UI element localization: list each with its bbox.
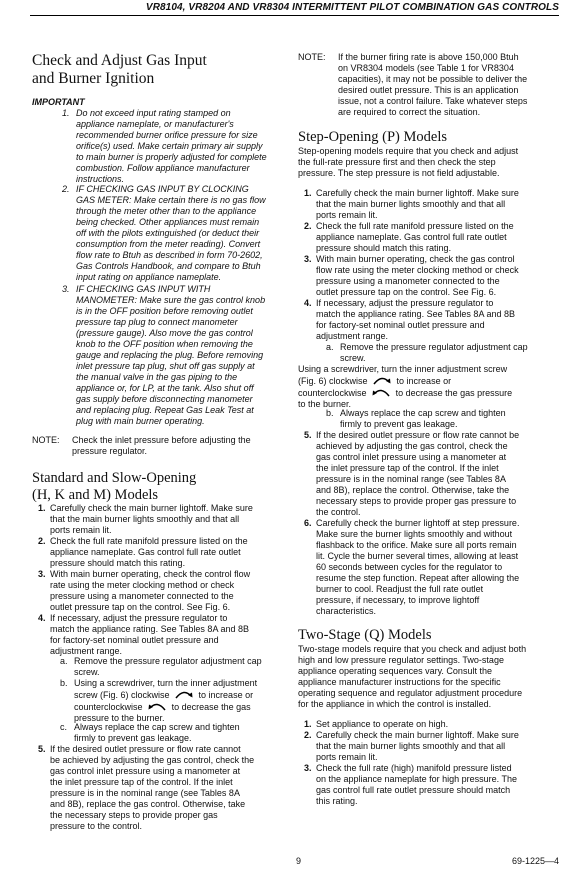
step-number: 3.	[304, 763, 312, 773]
line-part: to increase or	[396, 376, 452, 386]
line: screw.	[74, 667, 100, 677]
line: pressure tap plug to connect manometer	[76, 317, 238, 327]
line: and 8B), replace the control. Otherwise, take the	[316, 485, 510, 495]
line: issue, not a control failure. Take whatever steps	[338, 96, 528, 106]
line: achieved by adjusting the gas control, check the	[316, 441, 508, 451]
line: appliance nameplate, or manufacturer's	[76, 119, 234, 129]
sub-letter: b.	[60, 678, 68, 688]
step-number: 2.	[38, 536, 46, 546]
page-number: 9	[296, 856, 302, 866]
std-step-3	[32, 569, 286, 613]
line: Two-stage models require that you check and adjust both	[298, 644, 527, 654]
line: ports remain lit.	[316, 210, 378, 220]
line: pressure is in the nominal range (see Tables 8A	[316, 474, 506, 484]
std-step-2	[32, 536, 286, 569]
step-number: 1.	[38, 503, 46, 513]
line: Carefully check the main burner lightoff. Make sure	[50, 503, 253, 513]
line: is in the OFF position before removing outlet	[76, 306, 253, 316]
line: flow rate to Btuh as described in form 70-2602,	[76, 250, 263, 260]
step-number: 1.	[304, 188, 312, 198]
two-step-2	[298, 730, 560, 763]
subsection-title-step: Step-Opening (P) Models	[298, 129, 448, 145]
line: pressure using a manometer connected to the	[316, 276, 500, 286]
line: be achieved by adjusting the gas control, check the	[50, 755, 255, 765]
line: gas supply before disconnecting manometer	[76, 394, 253, 404]
line: to main burner is properly adjusted for complete	[76, 152, 267, 162]
clockwise-arrow-icon	[372, 375, 392, 385]
line: Using a screwdriver, turn the inner adjustment screw	[298, 364, 508, 374]
line: pressure, if necessary, to improve lightoff	[316, 595, 480, 605]
line: match the appliance rating. See Tables 8A and 8B	[316, 309, 515, 319]
item-number: 1.	[62, 108, 70, 118]
line: If the burner firing rate is above 150,000 Btuh	[338, 52, 519, 62]
std-step-4	[32, 613, 286, 657]
line: Check the full rate (high) manifold pressure listed	[316, 763, 512, 773]
line: Set appliance to operate on high.	[316, 719, 449, 729]
line: With main burner operating, check the gas control	[316, 254, 515, 264]
line: consumption from the meter reading). Convert	[76, 239, 261, 249]
line: adjustment range.	[50, 646, 123, 656]
counterclockwise-arrow-icon	[147, 701, 167, 711]
line: appliance operating sequences vary. Consult the	[298, 666, 492, 676]
subsection-title-standard	[32, 470, 286, 504]
line: that the main burner lights smoothly and that all	[316, 741, 506, 751]
line: the control.	[316, 507, 361, 517]
section-title-line: and Burner Ignition	[32, 70, 155, 87]
line: Step-opening models require that you check and adjust	[298, 146, 519, 156]
two-step-1	[298, 719, 560, 730]
line: pressure using a manometer connected to the	[50, 591, 234, 601]
step-sub-a	[298, 342, 560, 364]
std-sub-c	[32, 722, 286, 744]
sub-letter: a.	[60, 656, 68, 666]
line: gauge and replacing the plug. Before removing	[76, 350, 264, 360]
line: flow rate using the meter clocking method or check	[316, 265, 519, 275]
step-number: 1.	[304, 719, 312, 729]
line-part: to increase or	[198, 690, 254, 700]
line: If the desired outlet pressure or flow rate cannot be	[316, 430, 520, 440]
line-part: screw (Fig. 6) clockwise	[74, 690, 170, 700]
line: gas control inlet pressure using a manometer at	[50, 766, 241, 776]
important-label: IMPORTANT	[32, 97, 85, 107]
line: GAS METER: Make certain there is no gas flow	[76, 195, 266, 205]
line: that the main burner lights smoothly and that all	[50, 514, 240, 524]
line: appliance nameplate. Gas control full rate outlet	[50, 547, 241, 557]
line-part: (Fig. 6) clockwise	[298, 376, 368, 386]
line: appliance manufacturer instructions for the specific	[298, 677, 501, 687]
line: Check the full rate manifold pressure listed on the	[316, 221, 514, 231]
line: Remove the pressure regulator adjustment cap	[340, 342, 528, 352]
line: outlet pressure tap on the control. See Fig. 6.	[50, 602, 231, 612]
note-label: NOTE:	[32, 435, 60, 445]
step-step-4	[298, 298, 560, 342]
line: ports remain lit.	[316, 752, 378, 762]
line: input rating on appliance nameplate.	[76, 272, 222, 282]
line: IF CHECKING GAS INPUT BY CLOCKING	[76, 184, 249, 194]
line: Gas Controls Handbook, and compare to Btuh	[76, 261, 261, 271]
line: on VR8304 models (see Table 1 for VR8304	[338, 63, 514, 73]
line: pressure should match this rating.	[50, 558, 186, 568]
line: that the main burner lights smoothly and that all	[316, 199, 506, 209]
line: 60 seconds between cycles for the regulator to	[316, 562, 503, 572]
line: recommended burner orifice pressure for size	[76, 130, 258, 140]
line: With main burner operating, check the control flow	[50, 569, 251, 579]
line: operating sequence and regulator adjustment procedure	[298, 688, 523, 698]
line: Carefully check the main burner lightoff. Make sure	[316, 188, 519, 198]
line: are required to correct the situation.	[338, 107, 481, 117]
line: flashback to the orifice. Make sure all ports remain	[316, 540, 517, 550]
line: instructions.	[76, 174, 125, 184]
screw-adjust-text	[298, 364, 560, 410]
item-number: 3.	[62, 284, 70, 294]
document-number: 69-1225—4	[511, 856, 559, 866]
sub-letter: a.	[326, 342, 334, 352]
step-step-5	[298, 430, 560, 518]
line: through the meter other than to the appliance	[76, 206, 257, 216]
item-number: 2.	[62, 184, 70, 194]
line: screw.	[340, 353, 366, 363]
clockwise-arrow-icon	[174, 689, 194, 699]
line: (pressure gauge). Also move the gas control	[76, 328, 253, 338]
line: MANOMETER: Make sure the gas control knob	[76, 295, 266, 305]
line: ports remain lit.	[50, 525, 112, 535]
std-sub-a	[32, 656, 286, 678]
section-title-line: Check and Adjust Gas Input	[32, 52, 207, 69]
line: Remove the pressure regulator adjustment cap	[74, 656, 262, 666]
two-step-3	[298, 763, 560, 807]
line: appliance or, for LP, at the tank. Also shut off	[76, 383, 254, 393]
step-number: 6.	[304, 518, 312, 528]
line: knob to the OFF position when removing the	[76, 339, 253, 349]
line: being checked. Other appliances must remain	[76, 217, 260, 227]
step-number: 3.	[304, 254, 312, 264]
line: IF CHECKING GAS INPUT WITH	[76, 284, 211, 294]
sub-letter: b.	[326, 408, 334, 418]
line: pressure to the control.	[50, 821, 143, 831]
step-step-1	[298, 188, 560, 221]
line: desired outlet pressure. This is an application	[338, 85, 519, 95]
line: the manual valve in the gas piping to the	[76, 372, 238, 382]
line: the necessary steps to provide proper gas	[50, 810, 218, 820]
line: adjustment range.	[316, 331, 389, 341]
line: necessary steps to provide proper gas pressure to	[316, 496, 517, 506]
important-item-2	[32, 184, 286, 283]
line-part: counterclockwise	[74, 702, 143, 712]
section-title	[32, 52, 286, 88]
line: the full-rate pressure first and then check the step	[298, 157, 496, 167]
line: Using a screwdriver, turn the inner adjustment	[74, 678, 258, 688]
subsection-title-two-stage: Two-Stage (Q) Models	[298, 627, 432, 643]
line	[74, 689, 286, 701]
line: rate using the meter clocking method or check	[50, 580, 235, 590]
step-step-2	[298, 221, 560, 254]
line: orifice(s) used. Make certain primary air supply	[76, 141, 263, 151]
line: appliance nameplate. Gas control full rate outlet	[316, 232, 507, 242]
header-rule	[30, 15, 559, 16]
line: plug with main burner operating.	[76, 416, 205, 426]
line: for factory-set nominal outlet pressure and	[50, 635, 219, 645]
line: Check the inlet pressure before adjusting the	[72, 435, 251, 445]
line: Check the full rate manifold pressure listed on the	[50, 536, 248, 546]
line-part: to decrease the gas pressure	[395, 388, 513, 398]
line: for factory-set nominal outlet pressure and	[316, 320, 485, 330]
subsection-title-line: Standard and Slow-Opening	[32, 470, 197, 486]
note-label: NOTE:	[298, 52, 326, 62]
step-number: 3.	[38, 569, 46, 579]
line	[298, 387, 560, 399]
step-number: 5.	[38, 744, 46, 754]
std-step-5	[32, 744, 286, 832]
line: pressure should match this rating.	[316, 243, 452, 253]
line: match the appliance rating. See Tables 8A and 8B	[50, 624, 249, 634]
line: burner to cool. Readjust the full rate outlet	[316, 584, 484, 594]
step-sub-b	[298, 408, 560, 430]
step-number: 4.	[38, 613, 46, 623]
line	[74, 701, 286, 713]
step-step-3	[298, 254, 560, 298]
counterclockwise-arrow-icon	[371, 387, 391, 397]
line: resume the step function. Repeat after allowing the	[316, 573, 520, 583]
line-part: to decrease the gas	[171, 702, 251, 712]
line: gas control inlet pressure using a manometer at	[316, 452, 507, 462]
line-part: counterclockwise	[298, 388, 367, 398]
line: off with the pilots extinguished (or deduct their	[76, 228, 260, 238]
std-sub-b	[32, 678, 286, 724]
line: for the appliance in which the control is installed.	[298, 699, 492, 709]
line: If the desired outlet pressure or flow rate cannot	[50, 744, 241, 754]
line: this rating.	[316, 796, 358, 806]
line	[298, 375, 560, 387]
line: Always replace the cap screw and tighten	[340, 408, 506, 418]
step-number: 2.	[304, 730, 312, 740]
step-number: 4.	[304, 298, 312, 308]
line: Make sure the burner lights smoothly and without	[316, 529, 513, 539]
line: If necessary, adjust the pressure regulator to	[50, 613, 228, 623]
line: high and low pressure regulator settings. Two-stage	[298, 655, 504, 665]
line: pressure is in the nominal range (see Tables 8A	[50, 788, 240, 798]
important-item-1	[32, 108, 286, 185]
two-stage-intro	[298, 644, 560, 710]
line: Always replace the cap screw and tighten	[74, 722, 240, 732]
line: and replacing plug. Repeat Gas Leak Test at	[76, 405, 254, 415]
line: the inlet pressure tap of the control. If the inlet	[50, 777, 233, 787]
step-step-6	[298, 518, 560, 617]
line: firmly to prevent gas leakage.	[74, 733, 192, 743]
step-number: 2.	[304, 221, 312, 231]
line: Do not exceed input rating stamped on	[76, 108, 231, 118]
line: pressure. The step pressure is not field adjustable.	[298, 168, 500, 178]
line: Carefully check the burner lightoff at step pressure.	[316, 518, 520, 528]
line: inlet pressure tap plug, shut off gas supply at	[76, 361, 255, 371]
line: combustion. Follow appliance manufacturer	[76, 163, 250, 173]
line: pressure regulator.	[72, 446, 148, 456]
std-step-1	[32, 503, 286, 536]
line: the inlet pressure tap of the control. If the inlet	[316, 463, 499, 473]
note	[32, 435, 286, 457]
line: If necessary, adjust the pressure regulator to	[316, 298, 494, 308]
step-number: 5.	[304, 430, 312, 440]
important-item-3	[32, 284, 286, 427]
capacity-note	[298, 52, 560, 118]
line: lit. Cycle the burner several times, allowing at least	[316, 551, 519, 561]
sub-letter: c.	[60, 722, 68, 732]
line: on the appliance nameplate for high pressure. The	[316, 774, 517, 784]
line: characteristics.	[316, 606, 377, 616]
step-intro	[298, 146, 560, 179]
line: firmly to prevent gas leakage.	[340, 419, 458, 429]
line: capacities), it may not be possible to deliver the	[338, 74, 528, 84]
subsection-title-line: (H, K and M) Models	[32, 487, 159, 503]
running-header: VR8104, VR8204 AND VR8304 INTERMITTENT PILOT COMBINATION GAS CONTROLS	[145, 2, 559, 13]
line: pressure to the burner.	[74, 713, 165, 723]
line: and 8B), replace the gas control. Otherwise, take	[50, 799, 246, 809]
line: to the burner.	[298, 399, 352, 409]
line: outlet pressure tap on the control. See Fig. 6.	[316, 287, 497, 297]
line: gas control full rate outlet pressure should match	[316, 785, 511, 795]
line: Carefully check the main burner lightoff. Make sure	[316, 730, 519, 740]
